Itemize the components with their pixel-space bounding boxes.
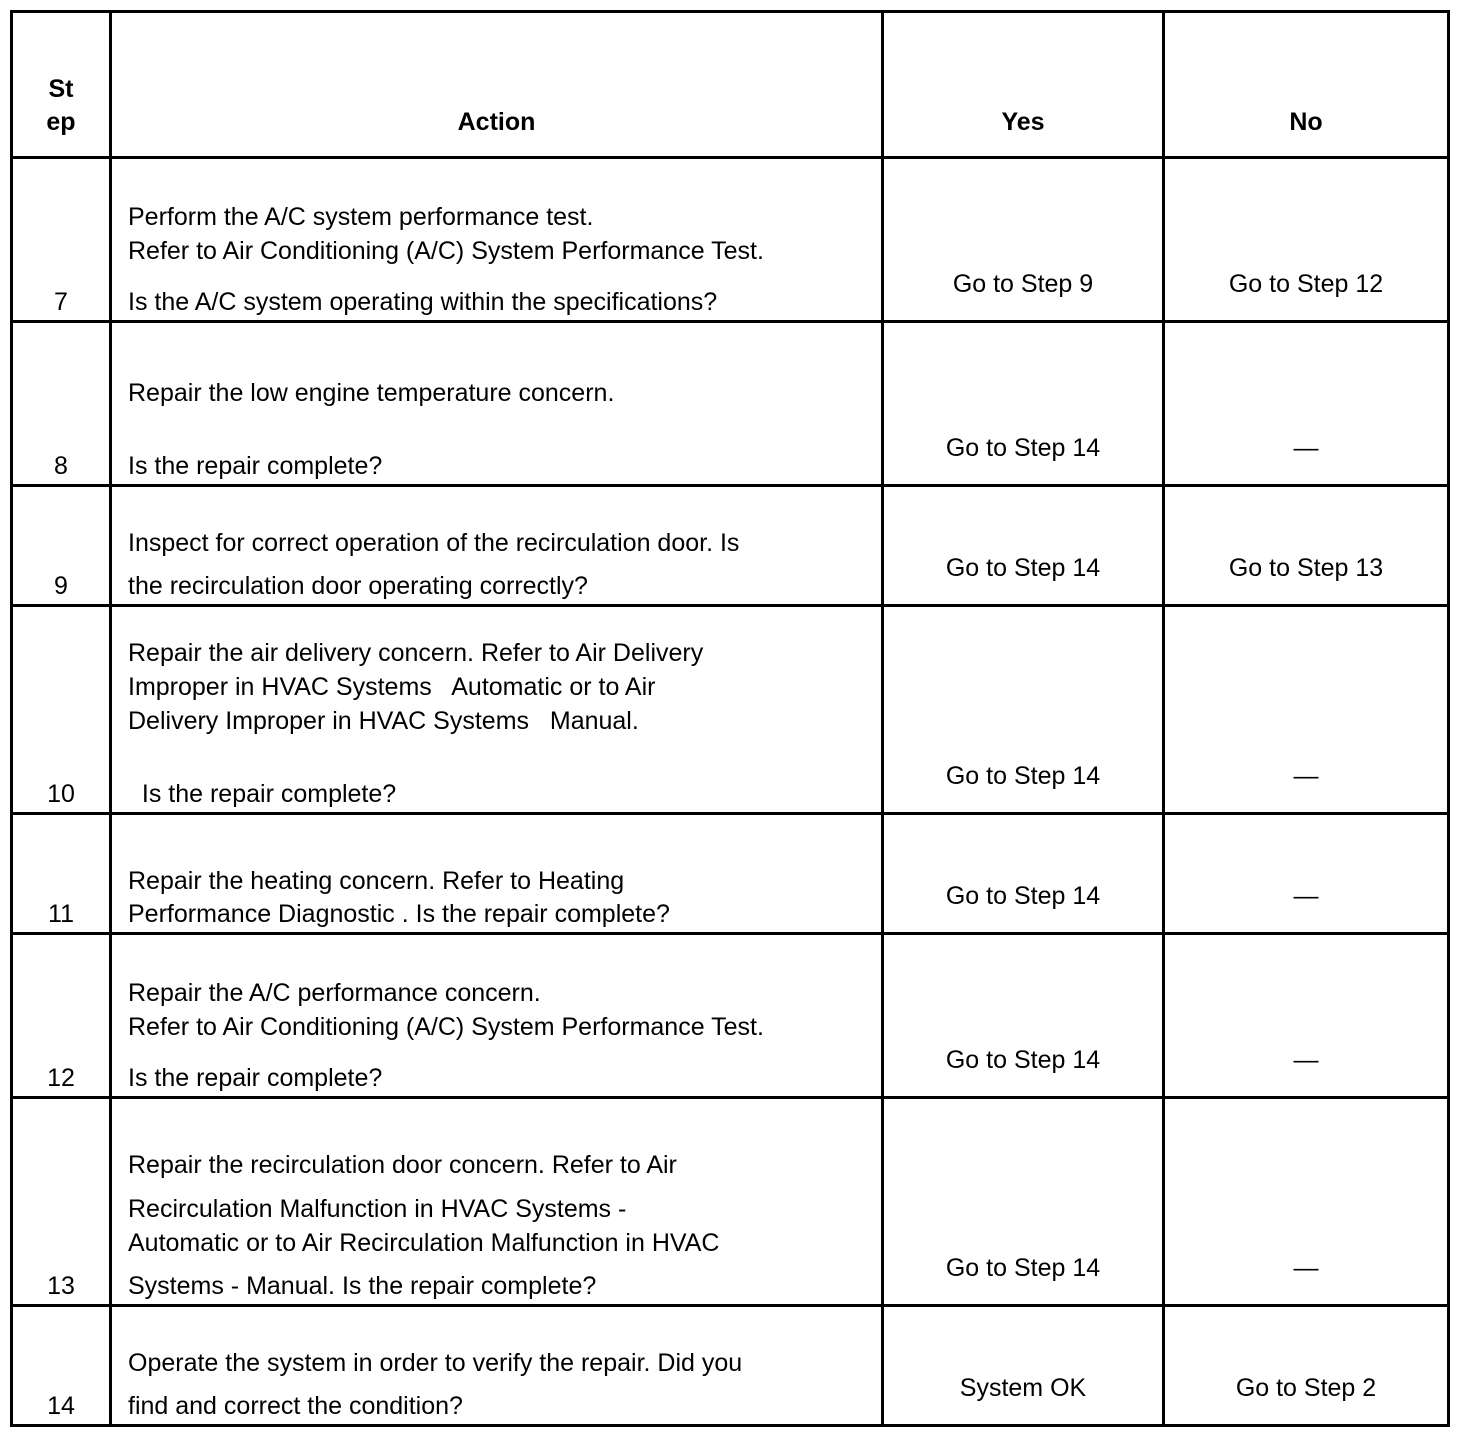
table-row [12, 814, 1449, 934]
step-number: 11 [12, 814, 111, 934]
table-row [12, 322, 1449, 486]
action-line: Repair the air delivery concern. Refer to Air Delivery [128, 639, 704, 667]
no-cell: Go to Step 13 [1164, 486, 1449, 606]
table-row [12, 1098, 1449, 1306]
yes-cell: Go to Step 9 [883, 158, 1164, 322]
action-line: Refer to Air Conditioning (A/C) System Performance Test. [128, 236, 764, 265]
action-line: Repair the heating concern. Refer to Heating [128, 866, 625, 895]
no-cell: — [1164, 814, 1449, 934]
action-line: Repair the recirculation door concern. Refer to Air [128, 1151, 677, 1179]
action-line: Operate the system in order to verify the repair. Did you [128, 1348, 743, 1377]
action-cell [111, 322, 883, 486]
header-step: St ep [12, 12, 111, 158]
no-cell: — [1164, 606, 1449, 814]
action-question: Is the repair complete? [128, 452, 383, 481]
action-line: Repair the low engine temperature concern. [128, 378, 615, 407]
table-row [12, 486, 1449, 606]
yes-cell: Go to Step 14 [883, 814, 1164, 934]
table-row [12, 1306, 1449, 1426]
action-cell [111, 814, 883, 934]
yes-cell: Go to Step 14 [883, 322, 1164, 486]
header-action: Action [111, 12, 883, 158]
action-line: Refer to Air Conditioning (A/C) System Performance Test. [128, 1012, 764, 1041]
yes-cell: System OK [883, 1306, 1164, 1426]
step-number: 10 [12, 606, 111, 814]
no-cell: Go to Step 12 [1164, 158, 1449, 322]
action-line: Recirculation Malfunction in HVAC Systems - [128, 1194, 627, 1223]
action-cell [111, 606, 883, 814]
action-cell [111, 934, 883, 1098]
table-row [12, 606, 1449, 814]
no-cell: — [1164, 322, 1449, 486]
yes-cell: Go to Step 14 [883, 486, 1164, 606]
action-line: Inspect for correct operation of the recirculation door. Is [128, 528, 740, 557]
yes-cell: Go to Step 14 [883, 1098, 1164, 1306]
header-yes: Yes [883, 12, 1164, 158]
action-line: Automatic or to Air Recirculation Malfunction in HVAC [128, 1228, 720, 1257]
table-row [12, 158, 1449, 322]
no-cell: — [1164, 934, 1449, 1098]
header-no: No [1164, 12, 1449, 158]
step-number: 13 [12, 1098, 111, 1306]
action-cell [111, 486, 883, 606]
step-number: 12 [12, 934, 111, 1098]
yes-cell: Go to Step 14 [883, 606, 1164, 814]
action-line: Perform the A/C system performance test. [128, 202, 594, 231]
action-line: Performance Diagnostic . Is the repair complete? [128, 900, 670, 929]
action-question: Is the repair complete? [128, 1064, 383, 1093]
no-cell: Go to Step 2 [1164, 1306, 1449, 1426]
action-line: the recirculation door operating correctly? [128, 572, 588, 601]
step-number: 7 [12, 158, 111, 322]
table-row [12, 934, 1449, 1098]
action-line: Repair the A/C performance concern. [128, 978, 541, 1007]
action-line: Delivery Improper in HVAC Systems Manual. [128, 706, 639, 735]
action-cell [111, 158, 883, 322]
diagnostic-table [10, 10, 1450, 1427]
action-cell [111, 1306, 883, 1426]
action-line: Systems - Manual. Is the repair complete? [128, 1272, 597, 1301]
action-line: find and correct the condition? [128, 1392, 463, 1421]
step-number: 8 [12, 322, 111, 486]
action-question: Is the A/C system operating within the specifications? [128, 288, 718, 317]
header-row [12, 12, 1449, 158]
step-number: 9 [12, 486, 111, 606]
action-line: Improper in HVAC Systems Automatic or to Air [128, 672, 656, 701]
yes-cell: Go to Step 14 [883, 934, 1164, 1098]
action-cell [111, 1098, 883, 1306]
action-question: Is the repair complete? [128, 780, 397, 809]
no-cell: — [1164, 1098, 1449, 1306]
step-number: 14 [12, 1306, 111, 1426]
